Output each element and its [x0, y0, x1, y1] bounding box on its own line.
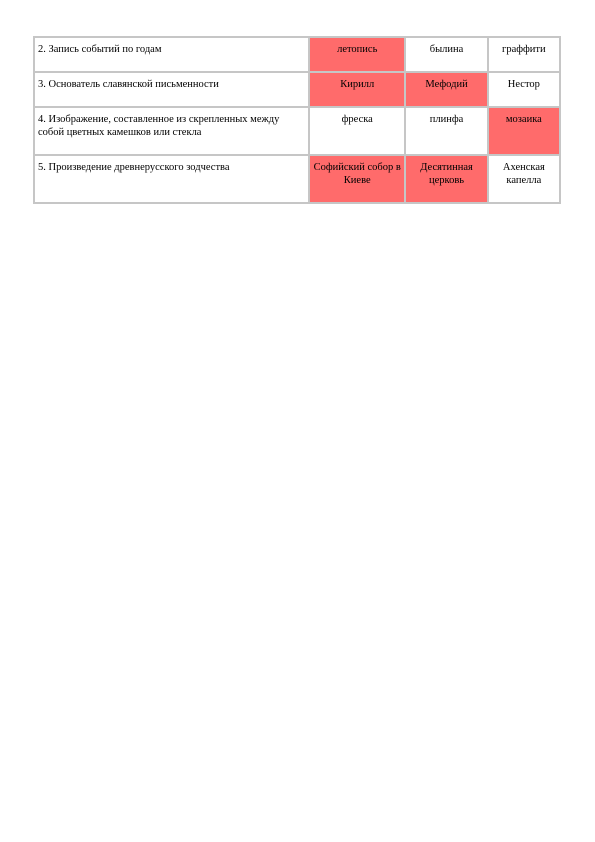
table-row	[35, 73, 559, 106]
question-cell: 5. Произведение древнерусского зодчества	[35, 156, 308, 202]
answer-cell[interactable]: Десятинная церковь	[406, 156, 486, 202]
table-row	[35, 156, 559, 202]
answer-cell[interactable]: Софийский собор в Киеве	[310, 156, 404, 202]
answer-cell[interactable]: былина	[406, 38, 486, 71]
answer-cell[interactable]: плинфа	[406, 108, 486, 154]
answer-cell[interactable]: Нестор	[489, 73, 559, 106]
question-cell: 4. Изображение, составленное из скрепленных между собой цветных камешков или стекла	[35, 108, 308, 154]
table-row	[35, 38, 559, 71]
answer-cell[interactable]: Кирилл	[310, 73, 404, 106]
answer-cell[interactable]: граффити	[489, 38, 559, 71]
answer-cell[interactable]: мозаика	[489, 108, 559, 154]
quiz-table	[33, 36, 561, 204]
answer-cell[interactable]: Ахенская капелла	[489, 156, 559, 202]
question-cell: 3. Основатель славянской письменности	[35, 73, 308, 106]
table-row	[35, 108, 559, 154]
answer-cell[interactable]: летопись	[310, 38, 404, 71]
question-cell: 2. Запись событий по годам	[35, 38, 308, 71]
answer-cell[interactable]: фреска	[310, 108, 404, 154]
answer-cell[interactable]: Мефодий	[406, 73, 486, 106]
